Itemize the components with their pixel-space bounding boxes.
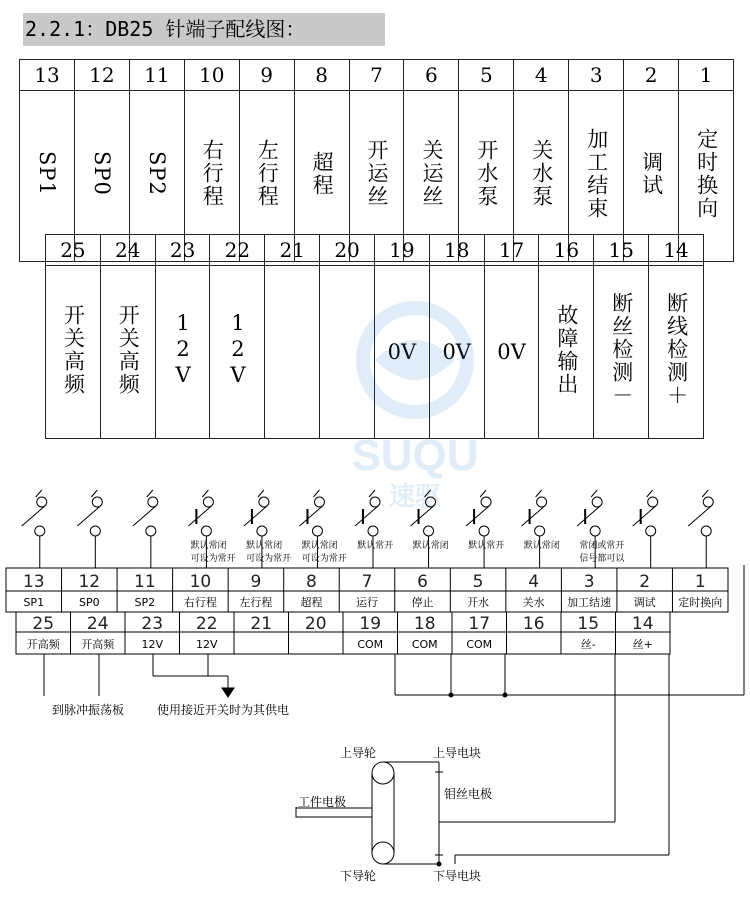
switch-note-line2: 可设为常开 <box>246 554 292 564</box>
pin-number: 20 <box>320 235 375 266</box>
pin-number: 24 <box>100 235 155 266</box>
terminal-number: 8 <box>306 572 317 592</box>
pin-number: 17 <box>484 235 539 266</box>
switch-note-line2: 可设为常开 <box>190 554 236 564</box>
pin-number: 23 <box>155 235 210 266</box>
switch-note-line1: 常闭或常开 <box>579 541 625 551</box>
terminal-number: 2 <box>639 572 651 592</box>
terminal-number: 18 <box>413 614 436 634</box>
pin-number: 16 <box>539 235 594 266</box>
switch-contact-bottom <box>590 526 600 536</box>
pulse-board-note: 到脉冲振荡板 <box>52 703 125 717</box>
terminal-number: 3 <box>583 572 595 592</box>
pin-number: 21 <box>265 235 320 266</box>
terminal-label: COM <box>466 638 493 651</box>
lower-guide-wheel <box>372 842 394 864</box>
switch-contact-top <box>648 497 658 507</box>
switch-note-line1: 默认常闭 <box>412 541 449 551</box>
pin-number: 10 <box>184 60 239 91</box>
switch-note-group <box>191 539 626 564</box>
switch-contact-bottom <box>535 526 545 536</box>
terminal-number: 14 <box>631 614 654 634</box>
switch-contact-bottom <box>312 526 322 536</box>
pin-number: 19 <box>374 235 429 266</box>
pin-function-label: 关水泵 <box>529 139 554 208</box>
switch-contact-top <box>148 497 158 507</box>
upper-block-label: 上导电块 <box>433 746 482 760</box>
terminal-label: SP1 <box>23 596 45 609</box>
terminal-number: 15 <box>577 614 600 634</box>
terminal-label: COM <box>411 638 438 651</box>
switch-contact-top <box>537 497 547 507</box>
switch-contact-top <box>481 497 491 507</box>
terminal-label: 关水 <box>522 596 545 609</box>
terminal-label: 开水 <box>467 596 490 609</box>
terminal-label: SP0 <box>78 596 100 609</box>
terminal-label: 停止 <box>411 596 434 609</box>
pin-function-label: 超程 <box>310 150 335 197</box>
watermark-brand: SUQU <box>351 431 479 480</box>
switch-contact-bottom <box>146 526 156 536</box>
pin-number: 9 <box>239 60 294 91</box>
pin-number: 8 <box>294 60 349 91</box>
pin-number: 18 <box>429 235 484 266</box>
terminal-label: 12V <box>195 638 218 651</box>
terminal-number: 10 <box>189 572 212 592</box>
section-heading: 2.2.1：DB25 针端子配线图： <box>23 13 385 46</box>
lower-wheel-label: 下导轮 <box>340 869 377 883</box>
pin-function-label: 0V <box>497 340 526 364</box>
terminal-number: 11 <box>134 572 156 592</box>
switch-contact-bottom <box>701 526 711 536</box>
switch-note-line1: 默认常闭 <box>523 541 560 551</box>
terminal-number: 22 <box>195 614 218 634</box>
pin-function-label: 关运丝 <box>419 139 444 208</box>
pin-function-label: 右行程 <box>200 139 225 208</box>
terminal-label: 运行 <box>356 596 378 609</box>
lower-block-label: 下导电块 <box>433 869 482 883</box>
pin-function-label: 开水泵 <box>474 139 499 208</box>
pin-number: 12 <box>74 60 129 91</box>
switch-contact-bottom <box>257 526 267 536</box>
terminal-number: 6 <box>417 572 428 592</box>
terminal-label: 丝+ <box>632 638 653 651</box>
switch-note-line1: 默认常开 <box>357 541 394 551</box>
switch-contact-bottom <box>201 526 211 536</box>
terminal-label: SP2 <box>134 596 156 609</box>
terminal-label: 左行程 <box>239 596 273 609</box>
pin-number: 2 <box>624 60 679 91</box>
pin-number: 22 <box>210 235 265 266</box>
pin-number: 4 <box>514 60 569 91</box>
terminal-number: 23 <box>141 614 164 634</box>
wire-labels <box>52 702 492 883</box>
pin-function-label: 断丝检测－ <box>609 292 634 407</box>
pin-number: 14 <box>649 235 704 266</box>
pin-function-label: 开关高频 <box>116 303 141 396</box>
workpiece-electrode-label: 工件电极 <box>298 795 347 809</box>
terminal-label: 定时换向 <box>678 596 723 609</box>
switch-note-line1: 默认常闭 <box>246 541 283 551</box>
pin-function-label: 12V <box>171 310 196 389</box>
terminal-label: 12V <box>141 638 164 651</box>
pin-number: 7 <box>349 60 404 91</box>
pin-function-label: SP2 <box>144 151 169 196</box>
terminal-number: 24 <box>86 614 109 634</box>
terminal-label: 加工结速 <box>567 596 612 609</box>
terminal-number: 21 <box>250 614 273 634</box>
terminal-label: 开高频 <box>26 638 60 651</box>
terminal-label: 超程 <box>300 596 323 609</box>
pin-number: 25 <box>46 235 101 266</box>
switch-contact-top <box>703 497 713 507</box>
terminal-number: 17 <box>468 614 491 634</box>
pin-function-label: SP1 <box>34 151 59 196</box>
switch-contact-top <box>92 497 102 507</box>
switch-note-line2: 可设为常开 <box>301 554 347 564</box>
pin-number: 3 <box>569 60 624 91</box>
switch-note-line1: 默认常闭 <box>190 541 227 551</box>
switch-contact-bottom <box>479 526 489 536</box>
moly-electrode-label: 钼丝电极 <box>444 787 493 801</box>
pin-number: 1 <box>679 60 734 91</box>
pin-number: 11 <box>129 60 184 91</box>
pin-function-label: 12V <box>225 310 250 389</box>
pin-number: 5 <box>459 60 514 91</box>
terminal-number: 5 <box>472 572 484 592</box>
terminal-number: 20 <box>304 614 327 634</box>
switch-contact-bottom <box>646 526 656 536</box>
switch-contact-bottom <box>424 526 434 536</box>
upper-guide-wheel <box>372 762 394 784</box>
pin-number: 6 <box>404 60 459 91</box>
pin-function-label: 故障输出 <box>554 303 579 396</box>
switch-contact-top <box>592 497 602 507</box>
pin-function-label: SP0 <box>89 151 114 196</box>
proximity-power-note: 使用接近开关时为其供电 <box>157 703 290 717</box>
terminal-number: 12 <box>78 572 101 592</box>
switch-contact-bottom <box>90 526 100 536</box>
terminal-label: 右行程 <box>183 596 217 609</box>
terminal-number: 9 <box>250 572 262 592</box>
pin-function-label: 加工结束 <box>584 127 609 220</box>
watermark-name: 速驱 <box>388 482 442 510</box>
terminal-number: 4 <box>528 572 540 592</box>
terminal-number: 25 <box>32 614 55 634</box>
switch-contact-top <box>259 497 269 507</box>
switch-contact-top <box>203 497 213 507</box>
pin-function-label: 开运丝 <box>365 139 390 208</box>
pin-function-label: 0V <box>442 340 471 364</box>
switch-contact-bottom <box>35 526 45 536</box>
upper-wheel-label: 上导轮 <box>340 746 377 760</box>
switch-contact-bottom <box>368 526 378 536</box>
pin-function-label: 定时换向 <box>694 127 719 220</box>
switch-contact-top <box>426 497 436 507</box>
switch-note-line1: 默认常开 <box>468 541 505 551</box>
terminal-number: 1 <box>694 572 706 592</box>
pin-number: 15 <box>594 235 649 266</box>
switch-contact-top <box>314 497 324 507</box>
pin-function-label: 断线检测＋ <box>664 292 689 407</box>
pin-function-label: 调试 <box>639 150 664 197</box>
terminal-number: 19 <box>359 614 382 634</box>
terminal-label: 调试 <box>633 596 656 609</box>
terminal-number: 7 <box>361 572 373 592</box>
switch-note-line1: 默认常闭 <box>301 541 338 551</box>
switch-contact-top <box>37 497 47 507</box>
switch-contact-top <box>370 497 380 507</box>
pin-function-label: 左行程 <box>255 139 280 208</box>
pin-function-label: 0V <box>387 340 417 364</box>
terminal-number: 13 <box>22 572 45 592</box>
wire-cut-system <box>296 762 443 866</box>
terminal-strip <box>6 568 728 654</box>
switch-note-line2: 信号都可以 <box>579 554 625 564</box>
terminal-number: 16 <box>522 614 545 634</box>
terminal-label: 开高频 <box>81 638 115 651</box>
pin-number: 13 <box>20 60 75 91</box>
terminal-label: COM <box>357 638 384 651</box>
pin-function-label: 开关高频 <box>61 303 86 396</box>
terminal-label: 丝- <box>580 638 596 651</box>
